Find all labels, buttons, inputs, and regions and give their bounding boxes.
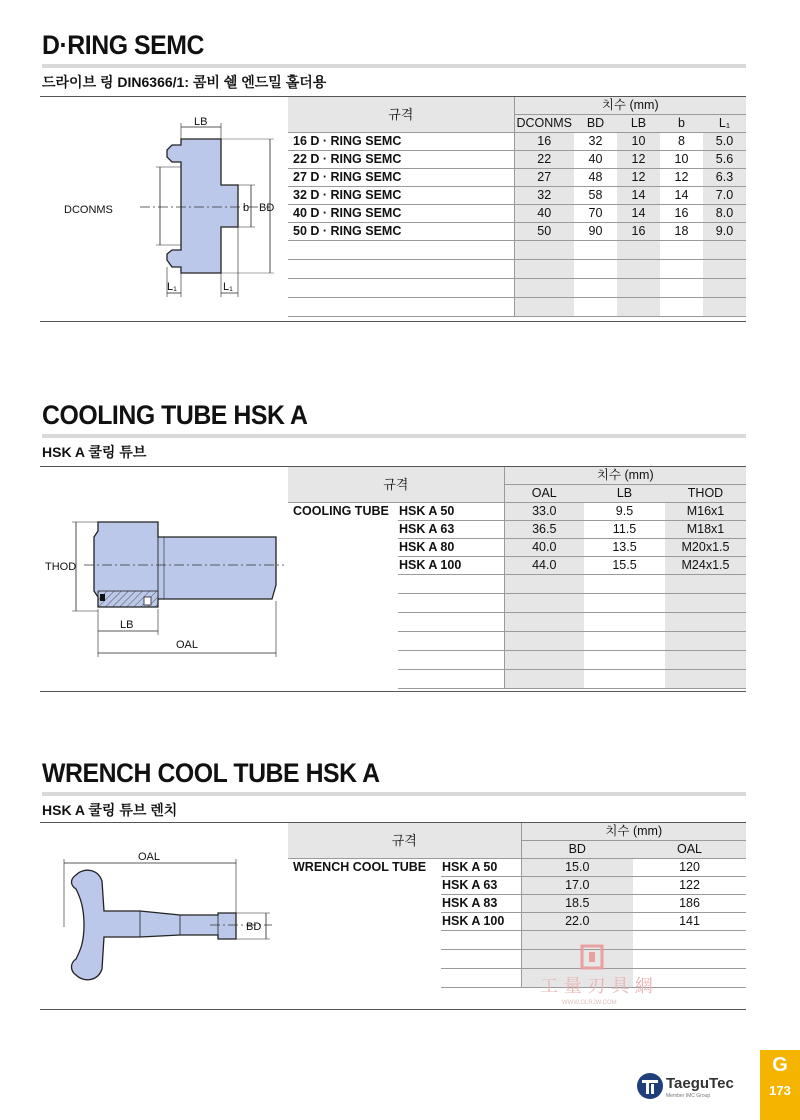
- row-value: [665, 575, 746, 594]
- row-prefix: [288, 613, 398, 632]
- dring-label-bd: BD: [259, 202, 275, 214]
- row-value: 33.0: [504, 503, 584, 521]
- row-spec: HSK A 83: [441, 895, 521, 913]
- row-prefix: [288, 651, 398, 670]
- row-value: [703, 260, 746, 279]
- row-value: 90: [574, 223, 617, 241]
- table-row: [288, 594, 746, 613]
- table-row: [288, 151, 746, 169]
- dring-drawing: [40, 97, 288, 321]
- table-row: [288, 613, 746, 632]
- dring-label-l1-right: L₁: [223, 281, 233, 293]
- row-value: 16: [514, 133, 574, 151]
- row-value: 15.5: [584, 557, 665, 575]
- wrench-col-oal: OAL: [633, 841, 746, 859]
- row-value: 15.0: [521, 859, 633, 877]
- row-spec: HSK A 50: [398, 503, 504, 521]
- row-spec: 27 D · RING SEMC: [288, 169, 514, 187]
- row-spec: 40 D · RING SEMC: [288, 205, 514, 223]
- wrench-col-bd: BD: [521, 841, 633, 859]
- dring-header-dim: 치수 (mm): [514, 97, 746, 115]
- row-value: 120: [633, 859, 746, 877]
- row-spec: [288, 279, 514, 298]
- cooling-label-thod: THOD: [45, 561, 77, 573]
- row-value: 70: [574, 205, 617, 223]
- row-value: [584, 613, 665, 632]
- row-value: 44.0: [504, 557, 584, 575]
- brand-tagline: Member IMC Group: [666, 1093, 711, 1099]
- row-value: [660, 279, 703, 298]
- row-value: 18: [660, 223, 703, 241]
- dring-col-lb: LB: [617, 115, 660, 133]
- dring-col-l1: L₁: [703, 115, 746, 133]
- row-spec: [288, 260, 514, 279]
- table-row: [288, 279, 746, 298]
- brand-name: TaeguTec: [666, 1075, 734, 1092]
- table-row: [288, 223, 746, 241]
- row-prefix: [288, 895, 441, 913]
- row-value: [584, 594, 665, 613]
- row-value: 16: [660, 205, 703, 223]
- row-prefix: [288, 557, 398, 575]
- dring-label-b: b: [243, 202, 250, 214]
- row-value: 122: [633, 877, 746, 895]
- row-spec: [398, 594, 504, 613]
- row-value: [504, 651, 584, 670]
- section-letter: G: [772, 1054, 788, 1076]
- row-value: 10: [617, 133, 660, 151]
- row-prefix: COOLING TUBE: [293, 504, 389, 519]
- row-value: 7.0: [703, 187, 746, 205]
- dring-label-dconms: DCONMS: [64, 204, 113, 216]
- row-value: 186: [633, 895, 746, 913]
- dring-col-bd: BD: [574, 115, 617, 133]
- row-value: [665, 632, 746, 651]
- table-row: [288, 133, 746, 151]
- cooling-header-spec: 규격: [288, 467, 504, 503]
- row-spec: 22 D · RING SEMC: [288, 151, 514, 169]
- row-value: 5.6: [703, 151, 746, 169]
- cooling-header-dim: 치수 (mm): [504, 467, 746, 485]
- table-row: [288, 521, 746, 539]
- row-value: [660, 241, 703, 260]
- wrench-subtitle: HSK A 쿨링 튜브 렌치: [42, 802, 178, 818]
- row-value: [584, 632, 665, 651]
- row-spec: 16 D · RING SEMC: [288, 133, 514, 151]
- dring-panel: [40, 96, 746, 322]
- row-value: [703, 298, 746, 317]
- table-row: [288, 670, 746, 689]
- row-value: [617, 279, 660, 298]
- row-value: 9.0: [703, 223, 746, 241]
- dring-col-dconms: DCONMS: [514, 115, 574, 133]
- row-value: 13.5: [584, 539, 665, 557]
- row-value: 48: [574, 169, 617, 187]
- cooling-panel: [40, 466, 746, 692]
- row-value: [665, 651, 746, 670]
- watermark-url: WWW.GLRJW.COM: [562, 1000, 617, 1006]
- cooling-drawing: [40, 467, 288, 691]
- row-prefix: [288, 632, 398, 651]
- row-value: 12: [617, 169, 660, 187]
- dring-title: D·RING SEMC: [42, 30, 204, 60]
- wrench-label-oal: OAL: [138, 851, 161, 863]
- row-value: [617, 298, 660, 317]
- row-value: M24x1.5: [665, 557, 746, 575]
- page-number: 173: [769, 1083, 791, 1098]
- page-tab: [760, 1050, 800, 1120]
- taegutec-logo-icon: [636, 1072, 664, 1100]
- row-value: 32: [514, 187, 574, 205]
- row-prefix: [288, 931, 441, 950]
- row-spec: [398, 613, 504, 632]
- row-value: 18.5: [521, 895, 633, 913]
- row-value: 40: [574, 151, 617, 169]
- row-value: 141: [633, 913, 746, 931]
- row-value: 12: [617, 151, 660, 169]
- table-row: [288, 241, 746, 260]
- row-value: 17.0: [521, 877, 633, 895]
- table-row: [288, 913, 746, 931]
- row-value: 50: [514, 223, 574, 241]
- row-value: [574, 260, 617, 279]
- row-prefix: [288, 877, 441, 895]
- cooling-label-oal: OAL: [176, 639, 199, 651]
- table-row: [288, 503, 746, 521]
- table-row: [288, 298, 746, 317]
- row-value: [665, 670, 746, 689]
- row-prefix: [288, 594, 398, 613]
- row-spec: [441, 931, 521, 950]
- row-spec: [441, 969, 521, 988]
- row-value: 14: [617, 205, 660, 223]
- cooling-col-oal: OAL: [504, 485, 584, 503]
- row-value: [703, 241, 746, 260]
- row-value: [504, 594, 584, 613]
- row-spec: [441, 950, 521, 969]
- dring-spec-table: [288, 97, 746, 317]
- dring-header-spec: 규격: [288, 97, 514, 133]
- table-row: [288, 205, 746, 223]
- table-row: [288, 859, 746, 877]
- row-value: 22: [514, 151, 574, 169]
- row-value: 32: [574, 133, 617, 151]
- cooling-title-rule: [42, 434, 746, 438]
- dring-title-rule: [42, 64, 746, 68]
- row-prefix: [288, 950, 441, 969]
- cooling-label-lb: LB: [120, 619, 134, 631]
- row-value: [665, 613, 746, 632]
- row-spec: [398, 651, 504, 670]
- row-value: 27: [514, 169, 574, 187]
- dring-col-b: b: [660, 115, 703, 133]
- watermark-logo: [534, 940, 684, 1020]
- row-value: [574, 241, 617, 260]
- dring-subtitle: 드라이브 링 DIN6366/1: 콤비 쉘 엔드밀 홀더용: [42, 74, 327, 90]
- cooling-subtitle: HSK A 쿨링 튜브: [42, 444, 147, 460]
- table-row: [288, 557, 746, 575]
- row-value: [504, 613, 584, 632]
- row-spec: [398, 670, 504, 689]
- row-value: [703, 279, 746, 298]
- wrench-label-bd: BD: [246, 921, 262, 933]
- row-value: 12: [660, 169, 703, 187]
- row-value: 14: [660, 187, 703, 205]
- row-value: [514, 241, 574, 260]
- table-row: [288, 169, 746, 187]
- row-prefix: [288, 575, 398, 594]
- row-spec: 50 D · RING SEMC: [288, 223, 514, 241]
- row-value: [514, 298, 574, 317]
- row-spec: [288, 298, 514, 317]
- row-prefix: WRENCH COOL TUBE: [293, 860, 427, 875]
- row-spec: HSK A 63: [398, 521, 504, 539]
- row-value: [584, 670, 665, 689]
- row-value: [504, 670, 584, 689]
- table-row: [288, 575, 746, 594]
- cooling-title: COOLING TUBE HSK A: [42, 400, 308, 430]
- row-value: [617, 241, 660, 260]
- row-value: M16x1: [665, 503, 746, 521]
- row-prefix: [288, 670, 398, 689]
- row-value: 8.0: [703, 205, 746, 223]
- row-value: [584, 651, 665, 670]
- row-value: 6.3: [703, 169, 746, 187]
- row-value: [514, 260, 574, 279]
- row-spec: [398, 575, 504, 594]
- row-value: [617, 260, 660, 279]
- row-value: [514, 279, 574, 298]
- table-row: [288, 632, 746, 651]
- row-value: [584, 575, 665, 594]
- row-spec: 32 D · RING SEMC: [288, 187, 514, 205]
- table-row: [288, 260, 746, 279]
- row-value: 9.5: [584, 503, 665, 521]
- row-value: 58: [574, 187, 617, 205]
- wrench-title-rule: [42, 792, 746, 796]
- row-value: 5.0: [703, 133, 746, 151]
- table-row: [288, 877, 746, 895]
- row-spec: HSK A 50: [441, 859, 521, 877]
- row-spec: [288, 241, 514, 260]
- row-value: M20x1.5: [665, 539, 746, 557]
- row-value: 40: [514, 205, 574, 223]
- table-row: [288, 187, 746, 205]
- row-prefix: [288, 913, 441, 931]
- table-row: [288, 895, 746, 913]
- dring-part-outline: [167, 139, 238, 273]
- row-value: [504, 575, 584, 594]
- row-prefix: [288, 521, 398, 539]
- row-spec: HSK A 100: [441, 913, 521, 931]
- row-value: [660, 260, 703, 279]
- cooling-col-lb: LB: [584, 485, 665, 503]
- row-spec: HSK A 63: [441, 877, 521, 895]
- row-value: 11.5: [584, 521, 665, 539]
- row-prefix: [288, 969, 441, 988]
- wrench-header-dim: 치수 (mm): [521, 823, 746, 841]
- row-prefix: [288, 539, 398, 557]
- row-value: M18x1: [665, 521, 746, 539]
- row-value: 10: [660, 151, 703, 169]
- watermark-text: 工 量 刃 具 網: [540, 976, 653, 997]
- dring-label-lb: LB: [194, 116, 208, 128]
- wrench-drawing: [40, 823, 288, 1009]
- wrench-header-spec: 규격: [288, 823, 521, 859]
- dring-label-l1-left: L₁: [167, 281, 177, 293]
- row-value: 22.0: [521, 913, 633, 931]
- row-spec: [398, 632, 504, 651]
- cooling-col-thod: THOD: [665, 485, 746, 503]
- row-value: [665, 594, 746, 613]
- row-spec: HSK A 100: [398, 557, 504, 575]
- row-value: 40.0: [504, 539, 584, 557]
- row-value: 16: [617, 223, 660, 241]
- row-value: [574, 298, 617, 317]
- row-spec: HSK A 80: [398, 539, 504, 557]
- row-value: 8: [660, 133, 703, 151]
- cooling-spec-table: [288, 467, 746, 689]
- row-value: 14: [617, 187, 660, 205]
- row-value: 36.5: [504, 521, 584, 539]
- table-row: [288, 539, 746, 557]
- row-value: [574, 279, 617, 298]
- row-value: [504, 632, 584, 651]
- row-value: [660, 298, 703, 317]
- wrench-title: WRENCH COOL TUBE HSK A: [42, 758, 380, 788]
- table-row: [288, 651, 746, 670]
